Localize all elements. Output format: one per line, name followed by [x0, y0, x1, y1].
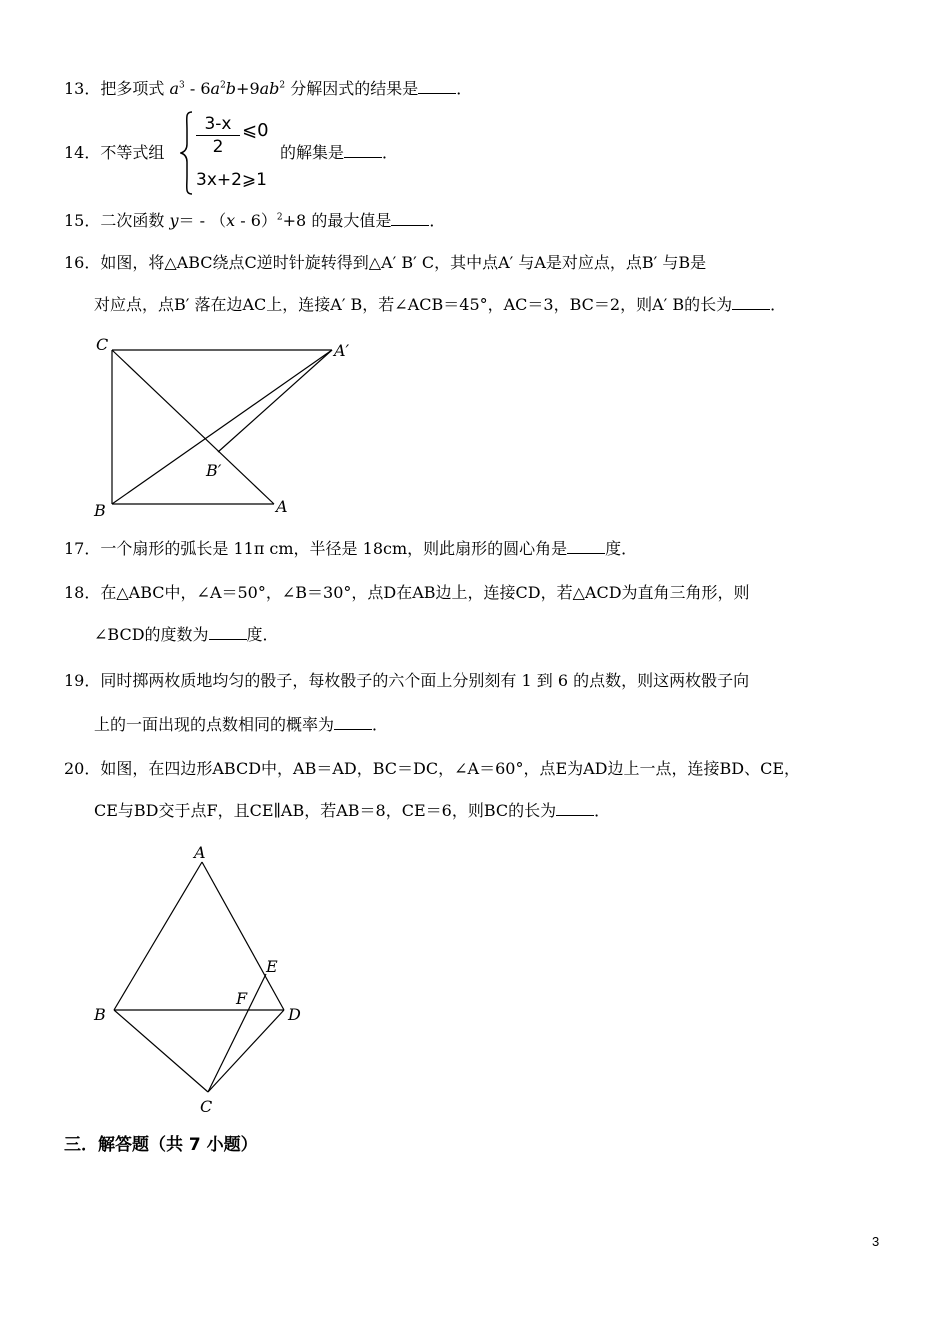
label-D: D: [288, 1005, 301, 1024]
label-C: C: [96, 335, 109, 354]
segment-CA: [112, 350, 274, 504]
segment-BC: [114, 1010, 208, 1092]
label-E: E: [266, 957, 278, 976]
page-number: 3: [872, 1234, 880, 1249]
label-F: F: [236, 989, 248, 1008]
q19-end: ．: [372, 715, 389, 734]
q13-end: ．: [456, 79, 473, 98]
q19-answer-blank: [334, 715, 372, 730]
inequality-1-relation: ⩽0: [242, 120, 269, 141]
left-brace-icon: [180, 110, 194, 196]
q20-number: 20．: [64, 759, 101, 778]
question-20-line-1: [64, 758, 800, 780]
q17-answer-blank: [567, 539, 605, 554]
q15-end: ．: [429, 211, 446, 230]
q15-prefix: 二次函数: [100, 211, 170, 230]
q19-text-2: 上的一面出现的点数相同的概率为: [94, 715, 335, 734]
q13-tail: 分解因式的结果是: [290, 79, 419, 98]
question-17: [64, 538, 637, 560]
label-A-prime: A′: [334, 341, 350, 360]
question-14-prefix: [64, 142, 164, 164]
label-A: A: [194, 843, 206, 862]
q14-number: 14．: [64, 143, 101, 162]
question-18-line-1: [64, 582, 750, 604]
figure-q16: [90, 330, 380, 526]
q15-answer-blank: [391, 211, 429, 226]
label-B-prime: B′: [206, 461, 222, 480]
q20-end: ．: [594, 801, 611, 820]
segment-BA-prime: [112, 350, 332, 504]
q15-number: 15．: [64, 211, 101, 230]
q16-answer-blank: [732, 295, 770, 310]
section-heading: 三．解答题（共 7 小题）: [64, 1135, 258, 1155]
question-13: [64, 78, 472, 100]
q15-function: y＝ - （x - 6）$^2$+8: [169, 211, 307, 230]
q16-end: ．: [770, 295, 787, 314]
fraction-bar: [196, 135, 240, 136]
q17-tail: 度．: [605, 539, 638, 558]
q16-text-2: 对应点，点B′ 落在边AC上，连接A′ B，若∠ACB＝45°，AC＝3，BC＝2，则A′ B的长为: [94, 295, 733, 314]
q19-number: 19．: [64, 671, 101, 690]
q20-answer-blank: [556, 801, 594, 816]
question-16-line-2: [94, 294, 786, 316]
segment-A-prime-B-prime: [218, 350, 332, 452]
q18-text-1: 在△ABC中，∠A＝50°，∠B＝30°，点D在AB边上，连接CD，若△ACD为直角三角形，则: [100, 583, 750, 602]
q18-tail: 度．: [246, 625, 279, 644]
q19-text-1: 同时掷两枚质地均匀的骰子，每枚骰子的六个面上分别刻有 1 到 6 的点数，则这两枚骰子向: [100, 671, 750, 690]
inequality-system: [180, 110, 280, 196]
q18-number: 18．: [64, 583, 101, 602]
label-C: C: [200, 1097, 213, 1116]
label-A: A: [276, 497, 288, 516]
question-19-line-1: [64, 670, 749, 692]
q18-answer-blank: [209, 625, 247, 640]
q13-answer-blank: [418, 79, 456, 94]
question-15: [64, 210, 445, 232]
question-19-line-2: [94, 714, 388, 736]
question-20-line-2: [94, 800, 610, 822]
inequality-2: 3x+2⩾1: [196, 170, 267, 190]
q14-end: ．: [382, 143, 399, 162]
fraction-denominator: 2: [212, 137, 224, 157]
q17-text: 一个扇形的弧长是 11π cm，半径是 18cm，则此扇形的圆心角是: [100, 539, 568, 558]
label-B: B: [94, 501, 106, 520]
q14-prefix: 不等式组: [100, 143, 165, 162]
question-16-line-1: [64, 252, 706, 274]
q14-answer-blank: [344, 143, 382, 158]
q20-text-1: 如图，在四边形ABCD中，AB＝AD，BC＝DC，∠A＝60°，点E为AD边上一点，连接BD、CE，: [100, 759, 801, 778]
q14-tail: 的解集是: [280, 143, 345, 162]
q16-number: 16．: [64, 253, 101, 272]
q17-number: 17．: [64, 539, 101, 558]
q16-text-1: 如图，将△ABC绕点C逆时针旋转得到△A′ B′ C，其中点A′ 与A是对应点，点B′ 与B是: [100, 253, 707, 272]
segment-AD: [202, 862, 284, 1010]
fraction-numerator: 3-x: [204, 114, 232, 134]
figure-q20: [88, 838, 318, 1118]
q18-text-2: ∠BCD的度数为: [94, 625, 209, 644]
question-14-suffix: [280, 142, 398, 164]
fraction: [196, 114, 240, 157]
q15-tail: 的最大值是: [311, 211, 392, 230]
q13-polynomial: $a^3 - 6a^2b+9ab^2$: [169, 79, 286, 98]
label-B: B: [94, 1005, 106, 1024]
q20-text-2: CE与BD交于点F，且CE∥AB，若AB＝8，CE＝6，则BC的长为: [94, 801, 557, 820]
q13-number: 13．: [64, 79, 101, 98]
segment-DC: [208, 1010, 284, 1092]
question-18-line-2: [94, 624, 279, 646]
segment-AB: [114, 862, 202, 1010]
q13-prefix: 把多项式: [100, 79, 170, 98]
